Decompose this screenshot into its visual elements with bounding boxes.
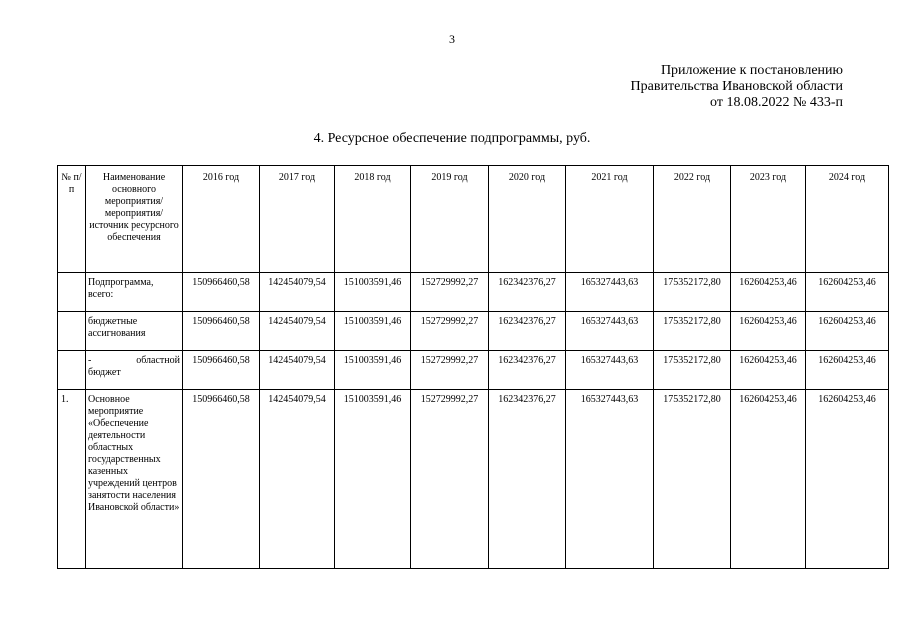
value-2016: 150966460,58 (183, 312, 260, 351)
value-2022: 175352172,80 (654, 312, 731, 351)
value-2018: 151003591,46 (335, 273, 411, 312)
page-number: 3 (449, 32, 455, 46)
value-2023: 162604253,46 (731, 351, 806, 390)
value-2020: 162342376,27 (489, 390, 566, 569)
header-2022: 2022 год (654, 166, 731, 273)
value-2024: 162604253,46 (806, 390, 889, 569)
value-2016: 150966460,58 (183, 273, 260, 312)
value-2022: 175352172,80 (654, 351, 731, 390)
table-row (58, 273, 889, 312)
value-2023: 162604253,46 (731, 273, 806, 312)
header-2021: 2021 год (566, 166, 654, 273)
row-index (58, 351, 86, 390)
appendix-line-2: Правительства Ивановской области (630, 79, 843, 94)
table-row (58, 390, 889, 569)
value-2024: 162604253,46 (806, 351, 889, 390)
value-2016: 150966460,58 (183, 390, 260, 569)
row-name (86, 351, 183, 390)
header-2017: 2017 год (260, 166, 335, 273)
value-2017: 142454079,54 (260, 351, 335, 390)
header-2018: 2018 год (335, 166, 411, 273)
header-name: Наименование основного мероприятия/ мероприятия/ источник ресурсного обеспечения (86, 166, 183, 273)
value-2017: 142454079,54 (260, 390, 335, 569)
row-name: Основное мероприятие «Обеспечение деятельности областных государственных казенных учреждений центров занятости населения Ивановской области» (86, 390, 183, 569)
appendix-line-3: от 18.08.2022 № 433-п (710, 95, 843, 110)
value-2019: 152729992,27 (411, 390, 489, 569)
row-name-line-2: бюджет (88, 367, 121, 378)
table-row (58, 312, 889, 351)
value-2018: 151003591,46 (335, 351, 411, 390)
table-row (58, 351, 889, 390)
value-2020: 162342376,27 (489, 351, 566, 390)
value-2023: 162604253,46 (731, 390, 806, 569)
value-2024: 162604253,46 (806, 312, 889, 351)
header-2020: 2020 год (489, 166, 566, 273)
row-name: Подпрограмма, всего: (86, 273, 183, 312)
table-header-row (58, 166, 889, 273)
value-2021: 165327443,63 (566, 351, 654, 390)
value-2023: 162604253,46 (731, 312, 806, 351)
row-index: 1. (58, 390, 86, 569)
value-2024: 162604253,46 (806, 273, 889, 312)
value-2019: 152729992,27 (411, 351, 489, 390)
row-name: бюджетные ассигнования (86, 312, 183, 351)
appendix-reference (631, 63, 843, 111)
header-2023: 2023 год (731, 166, 806, 273)
value-2020: 162342376,27 (489, 273, 566, 312)
value-2020: 162342376,27 (489, 312, 566, 351)
header-2019: 2019 год (411, 166, 489, 273)
value-2017: 142454079,54 (260, 312, 335, 351)
value-2018: 151003591,46 (335, 390, 411, 569)
header-2016: 2016 год (183, 166, 260, 273)
row-name-line-1: - областной (88, 355, 180, 366)
value-2018: 151003591,46 (335, 312, 411, 351)
value-2021: 165327443,63 (566, 312, 654, 351)
value-2022: 175352172,80 (654, 273, 731, 312)
value-2019: 152729992,27 (411, 273, 489, 312)
resource-table (57, 165, 889, 569)
value-2019: 152729992,27 (411, 312, 489, 351)
row-index (58, 273, 86, 312)
value-2021: 165327443,63 (566, 390, 654, 569)
header-index: № п/п (58, 166, 86, 273)
row-index (58, 312, 86, 351)
header-2024: 2024 год (806, 166, 889, 273)
value-2016: 150966460,58 (183, 351, 260, 390)
appendix-line-1: Приложение к постановлению (660, 63, 843, 78)
section-title: 4. Ресурсное обеспечение подпрограммы, руб. (313, 131, 591, 146)
value-2017: 142454079,54 (260, 273, 335, 312)
value-2021: 165327443,63 (566, 273, 654, 312)
value-2022: 175352172,80 (654, 390, 731, 569)
